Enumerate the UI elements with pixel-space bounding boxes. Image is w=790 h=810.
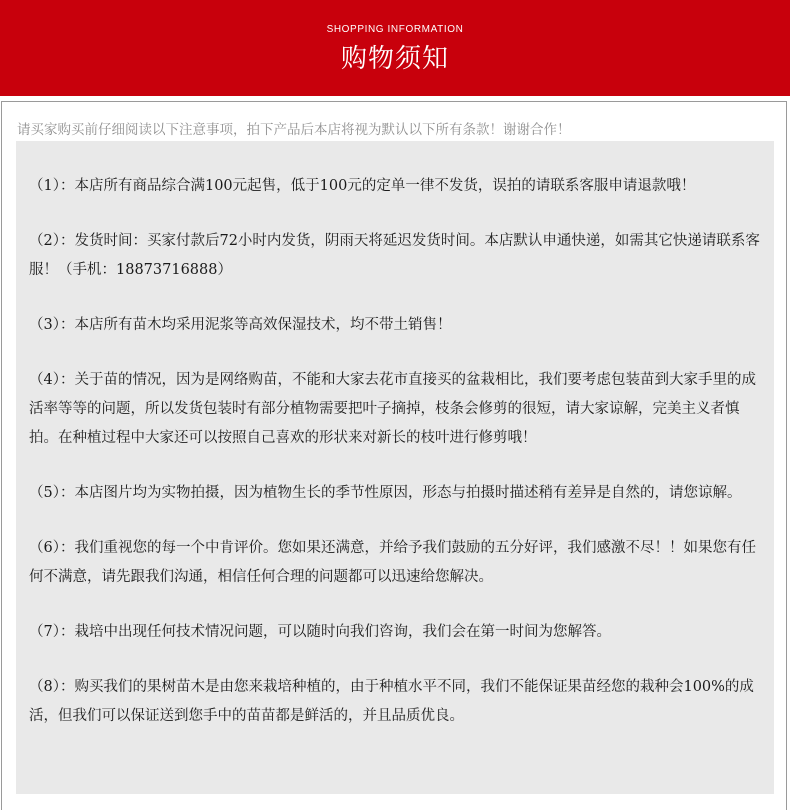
notice-item-4: （4）：关于苗的情况，因为是网络购苗，不能和大家去花市直接买的盆栽相比，我们要考虑包装苗到大家手里的成活率等等的问题，所以发货包装时有部分植物需要把叶子摘掉，枝条会修剪的很短，请大家谅解，完美主义者慎拍。在种植过程中大家还可以按照自己喜欢的形状来对新长的枝叶进行修剪哦！ [29,372,756,446]
notice-item-1: （1）：本店所有商品综合满100元起售，低于100元的定单一律不发货，误拍的请联系客服申请退款哦！ [29,178,696,194]
page-title: 购物须知 [340,44,449,74]
intro-text: 请买家购买前仔细阅读以下注意事项，拍下产品后本店将视为默认以下所有条款！谢谢合作！ [17,122,571,138]
notice-item-6: （6）：我们重视您的每一个中肯评价。您如果还满意，并给予我们鼓励的五分好评，我们感激不尽！！如果您有任何不满意，请先跟我们沟通，相信任何合理的问题都可以迅速给您解决。 [29,540,756,585]
notice-item-2: （2）：发货时间：买家付款后72小时内发货，阴雨天将延迟发货时间。本店默认申通快递，如需其它快递请联系客服！（手机：18873716888） [29,233,760,278]
header-subtitle: SHOPPING INFORMATION [326,24,464,35]
header-banner [0,0,790,96]
notice-item-5: （5）：本店图片均为实物拍摄，因为植物生长的季节性原因，形态与拍摄时描述稍有差异是自然的，请您谅解。 [29,485,742,501]
notice-item-3: （3）：本店所有苗木均采用泥浆等高效保湿技术，均不带土销售！ [29,317,452,333]
notice-item-8: （8）：购买我们的果树苗木是由您来栽培种植的，由于种植水平不同，我们不能保证果苗经您的栽种会100%的成活，但我们可以保证送到您手中的苗苗都是鲜活的，并且品质优良。 [29,679,754,724]
notice-list [29,172,767,757]
notice-item-7: （7）：栽培中出现任何技术情况问题，可以随时向我们咨询，我们会在第一时间为您解答。 [29,624,611,640]
